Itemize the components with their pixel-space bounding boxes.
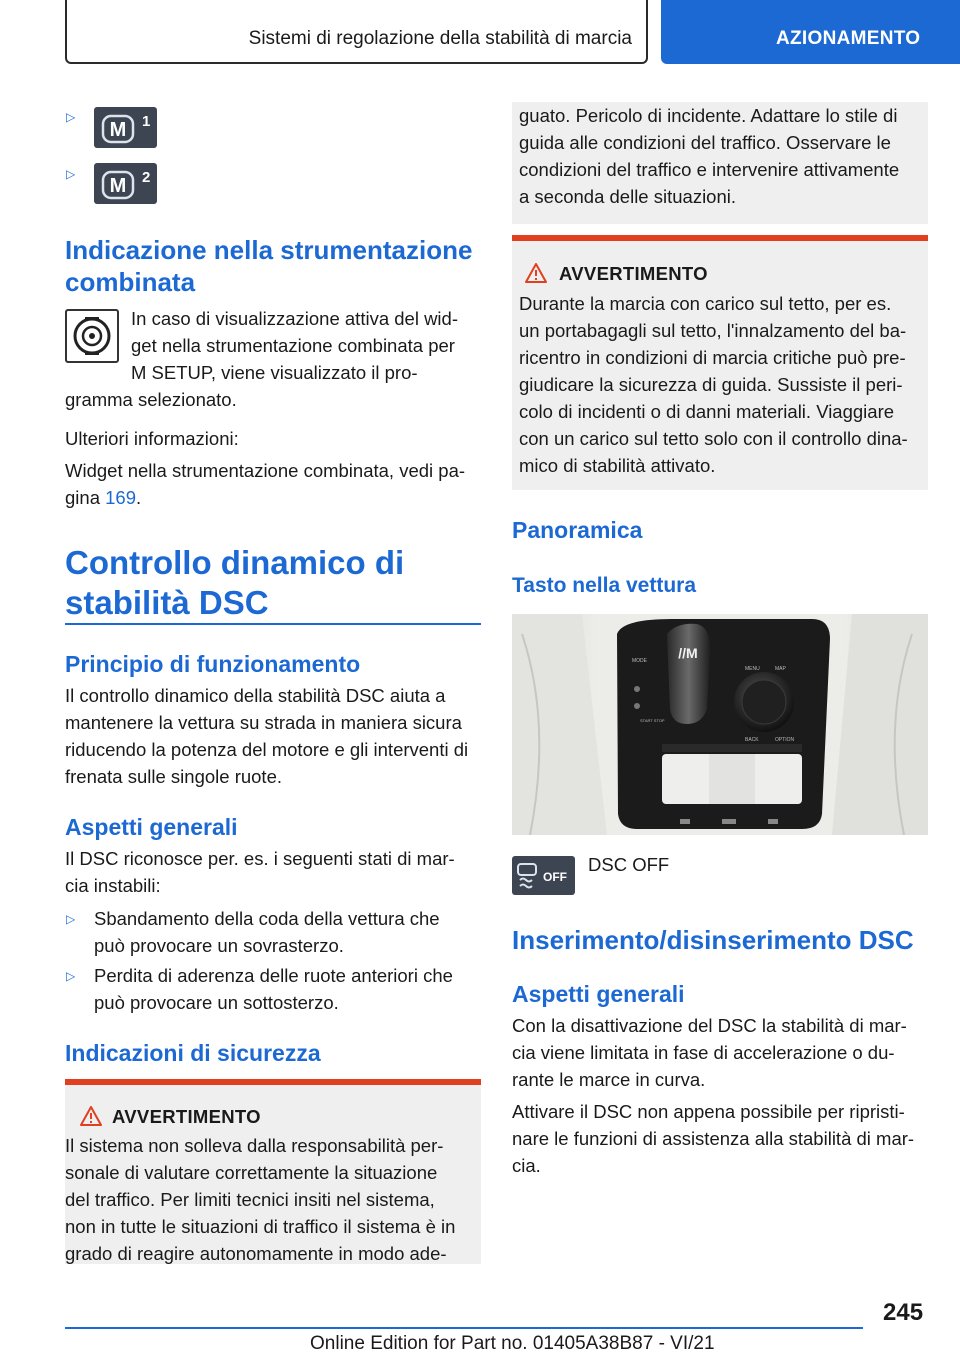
m2-icon-sup: 2 [142, 169, 151, 186]
dsc-icon-text: OFF [543, 870, 567, 884]
bullet-arrow-icon: ▷ [66, 110, 76, 124]
page-number: 245 [883, 1299, 924, 1326]
title-divider [65, 623, 481, 625]
general-heading: Aspetti generali [65, 814, 238, 840]
bullet-arrow-icon: ▷ [66, 912, 76, 926]
warning-bar [65, 1079, 481, 1085]
m2-icon-label: M [109, 175, 127, 197]
page-link[interactable]: 169 [105, 487, 136, 508]
overview-heading: Panoramica [512, 517, 643, 543]
dsc-off-label: DSC OFF [588, 854, 670, 875]
svg-text:MODE: MODE [632, 658, 647, 664]
m1-icon-sup: 1 [142, 113, 151, 130]
header-frame [65, 0, 648, 64]
onoff-text: Con la disattivazione del DSC la stabilità di mar‐ [512, 1015, 907, 1036]
warning-box [512, 235, 928, 490]
principle-heading: Principio di funzionamento [65, 651, 361, 677]
dsc-title: Controllo dinamico di stabilità DSC [65, 544, 405, 621]
warning-title: AVVERTIMENTO [559, 263, 708, 284]
svg-text://M: //M [678, 645, 698, 661]
warning-triangle-icon [79, 1105, 103, 1127]
warning-box [65, 1079, 481, 1264]
footer-divider [65, 1327, 863, 1329]
edition-label: Online Edition for Part no. 01405A38B87 - VI/21 [310, 1333, 715, 1354]
onoff-text: Attivare il DSC non appena possibile per ripristi‐ [512, 1101, 905, 1122]
m1-mode-icon [94, 107, 157, 148]
svg-text:START STOP: START STOP [640, 718, 665, 723]
more-info-label: Ulteriori informazioni: [65, 428, 239, 449]
display-text-line: M SETUP, viene visualizzato il pro‐ [131, 362, 418, 383]
bullet-arrow-icon: ▷ [66, 969, 76, 983]
button-heading: Tasto nella vettura [512, 574, 696, 597]
display-text-line: get nella strumentazione combinata per [131, 335, 455, 356]
display-text-line: In caso di visualizzazione attiva del wid‐ [131, 308, 458, 329]
list-item: Sbandamento della coda della vettura che può provocare un sovrasterzo. [94, 908, 440, 956]
warning-triangle-icon [524, 262, 548, 284]
bullet-arrow-icon: ▷ [66, 167, 76, 181]
m1-icon-label: M [109, 119, 127, 141]
principle-text: Il controllo dinamico della stabilità DSC aiuta a [65, 685, 446, 706]
chapter-tab-label: AZIONAMENTO [776, 28, 921, 49]
svg-text:OPTION: OPTION [775, 737, 795, 743]
warning-text: Il sistema non solleva dalla responsabilità per‐ sonale di valutare correttamente la situazione del traffico. Per limiti tecnici insiti nel sistema, non in tutte le situazioni di traffico il sistema è in grado di reagire autonomamente in modo ade‐ [65, 1135, 456, 1264]
general-heading-right: Aspetti generali [512, 981, 685, 1007]
general-text: Il DSC riconosce per. es. i seguenti stati di mar‐ [65, 848, 455, 869]
center-console-photo [512, 614, 928, 835]
warning-bar [512, 235, 928, 241]
display-heading: Indicazione nella strumentazione combinata [65, 235, 473, 297]
widget-ref-line: Widget nella strumentazione combinata, vedi pa‐ [65, 460, 466, 481]
warning-text: Durante la marcia con carico sul tetto, per es. un portabagagli sul tetto, l'innalzamento del ba‐ ricentro in condizioni di marcia critiche può pre‐ giudicare la sicurezza di guida. Sussiste il peri‐ colo di incidenti o di danni materiali. Viaggiare con un carico sul tetto solo con il controllo dina‐ mico di stabilità attivato. [519, 293, 908, 476]
m2-mode-icon [94, 163, 157, 204]
section-title: Sistemi di regolazione della stabilità di marcia [248, 28, 632, 49]
warning-title: AVVERTIMENTO [112, 1106, 261, 1127]
instrument-display-icon [65, 309, 119, 363]
svg-text:MENU: MENU [745, 666, 760, 672]
safety-heading: Indicazioni di sicurezza [65, 1040, 321, 1066]
chapter-tab[interactable] [661, 0, 960, 64]
warning-text: guato. Pericolo di incidente. Adattare lo stile di guida alle condizioni del traffico. Osservare le condizioni del traffico e intervenire attivamente a seconda delle situazioni. [519, 105, 900, 207]
dsc-off-icon [512, 856, 575, 895]
warning-box-continued [512, 102, 928, 224]
display-text-line: gramma selezionato. [65, 389, 237, 410]
list-item: Perdita di aderenza delle ruote anteriori che può provocare un sottosterzo. [94, 965, 453, 1013]
svg-text:MAP: MAP [775, 666, 786, 672]
svg-text:BACK: BACK [745, 737, 759, 743]
widget-ref-line: gina 169. [65, 487, 142, 508]
onoff-heading: Inserimento/disinserimento DSC [512, 925, 914, 955]
